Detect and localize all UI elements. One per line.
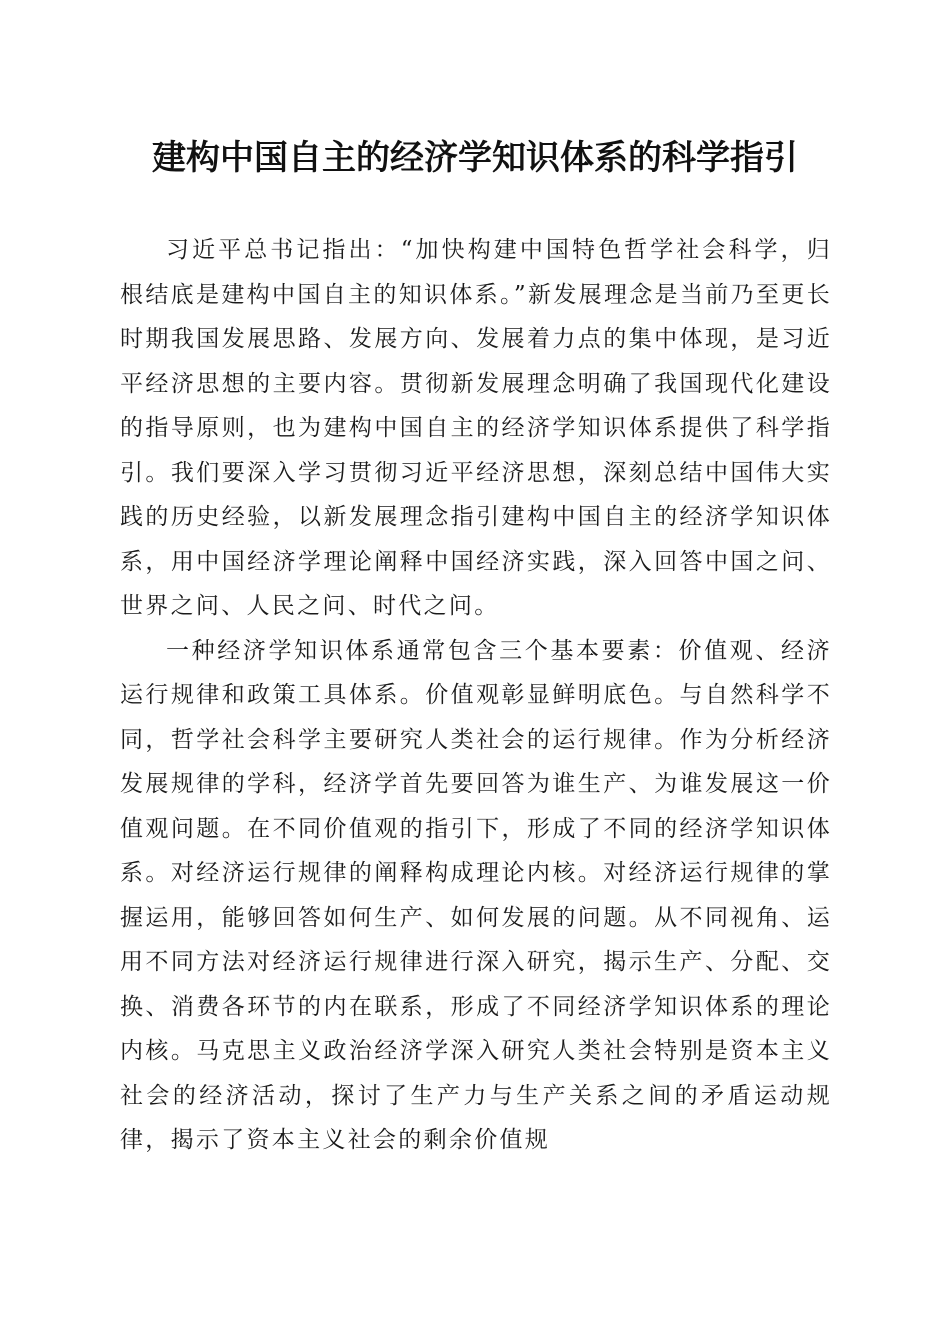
document-body (120, 228, 832, 1163)
paragraph-2: 一种经济学知识体系通常包含三个基本要素：价值观、经济运行规律和政策工具体系。价值观彰显鲜明底色。与自然科学不同，哲学社会科学主要研究人类社会的运行规律。作为分析经济发展规律的学科，经济学首先要回答为谁生产、为谁发展这一价值观问题。在不同价值观的指引下，形成了不同的经济学知识体系。对经济运行规律的阐释构成理论内核。对经济运行规律的掌握运用，能够回答如何生产、如何发展的问题。从不同视角、运用不同方法对经济运行规律进行深入研究，揭示生产、分配、交换、消费各环节的内在联系，形成了不同经济学知识体系的理论内核。马克思主义政治经济学深入研究人类社会特别是资本主义社会的经济活动，探讨了生产力与生产关系之间的矛盾运动规律，揭示了资本主义社会的剩余价值规 (120, 637, 832, 1153)
document-title: 建构中国自主的经济学知识体系的科学指引 (152, 138, 798, 178)
paragraph-1: 习近平总书记指出：“加快构建中国特色哲学社会科学，归根结底是建构中国自主的知识体系。”新发展理念是当前乃至更长时期我国发展思路、发展方向、发展着力点的集中体现，是习近平经济思想的主要内容。贯彻新发展理念明确了我国现代化建设的指导原则，也为建构中国自主的经济学知识体系提供了科学指引。我们要深入学习贯彻习近平经济思想，深刻总结中国伟大实践的历史经验，以新发展理念指引建构中国自主的经济学知识体系，用中国经济学理论阐释中国经济实践，深入回答中国之问、世界之问、人民之问、时代之问。 (120, 237, 832, 619)
